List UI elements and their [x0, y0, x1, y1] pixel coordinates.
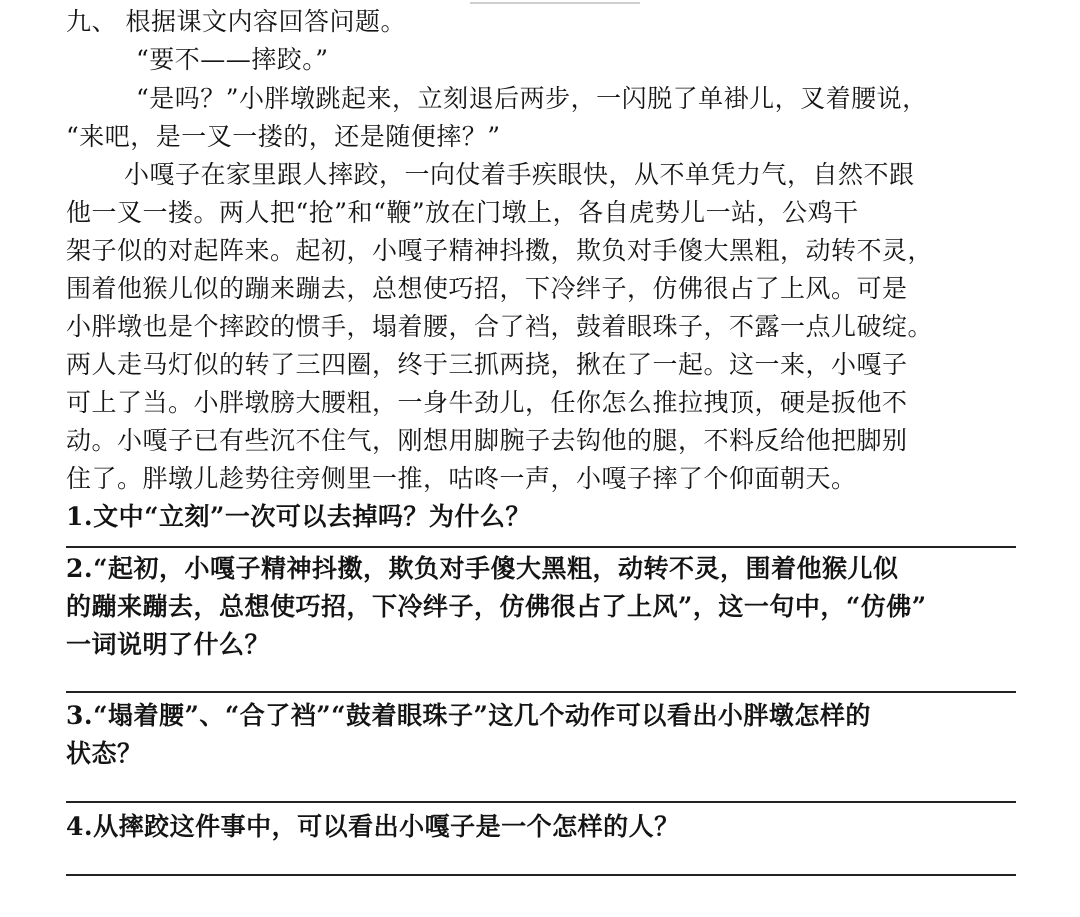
page-top-mark [470, 0, 640, 4]
passage-line: 两人走马灯似的转了三四圈，终于三抓两挠，揪在了一起。这一来，小嘎子 [66, 350, 908, 379]
answer-line[interactable] [66, 546, 1016, 548]
question-text: 2.“起初，小嘎子精神抖擞，欺负对手傻大黑粗，动转不灵，围着他猴儿似 [66, 554, 899, 583]
question-text: 4.从摔跤这件事中，可以看出小嘎子是一个怎样的人？ [66, 812, 680, 841]
question-text: 状态？ [66, 739, 143, 768]
answer-line[interactable] [66, 801, 1016, 803]
question-text: 的蹦来蹦去，总想使巧招，下冷绊子，仿佛很占了上风”，这一句中，“仿佛” [66, 592, 927, 621]
passage-line: 可上了当。小胖墩膀大腰粗，一身牛劲儿，任你怎么推拉拽顶，硬是扳他不 [66, 388, 908, 417]
answer-line[interactable] [66, 691, 1016, 693]
passage-line: “是吗？”小胖墩跳起来，立刻退后两步，一闪脱了单褂儿，叉着腰说， [136, 84, 928, 113]
passage-line: 动。小嘎子已有些沉不住气，刚想用脚腕子去钩他的腿，不料反给他把脚别 [66, 426, 908, 455]
section-title: 九、 根据课文内容回答问题。 [66, 7, 406, 36]
passage-line: 小胖墩也是个摔跤的惯手，塌着腰，合了裆，鼓着眼珠子，不露一点儿破绽。 [66, 312, 934, 341]
passage-line: 小嘎子在家里跟人摔跤，一向仗着手疾眼快，从不单凭力气，自然不跟 [124, 160, 915, 189]
passage-line: 围着他猴儿似的蹦来蹦去，总想使巧招，下冷绊子，仿佛很占了上风。可是 [66, 274, 908, 303]
answer-line[interactable] [66, 874, 1016, 876]
passage-line: 架子似的对起阵来。起初，小嘎子精神抖擞，欺负对手傻大黑粗，动转不灵， [66, 236, 934, 265]
passage-line: 住了。胖墩儿趁势往旁侧里一推，咕咚一声，小嘎子摔了个仰面朝天。 [66, 464, 857, 493]
question-text: 一词说明了什么？ [66, 630, 271, 659]
passage-line: “要不——摔跤。” [136, 45, 329, 74]
question-text: 3.“塌着腰”、“合了裆”“鼓着眼珠子”这几个动作可以看出小胖墩怎样的 [66, 701, 871, 730]
passage-line: “来吧，是一叉一搂的，还是随便摔？” [66, 122, 501, 151]
question-text: 1.文中“立刻”一次可以去掉吗？为什么？ [66, 502, 531, 531]
passage-line: 他一叉一搂。两人把“抢”和“鞭”放在门墩上，各自虎势儿一站，公鸡干 [66, 198, 859, 227]
